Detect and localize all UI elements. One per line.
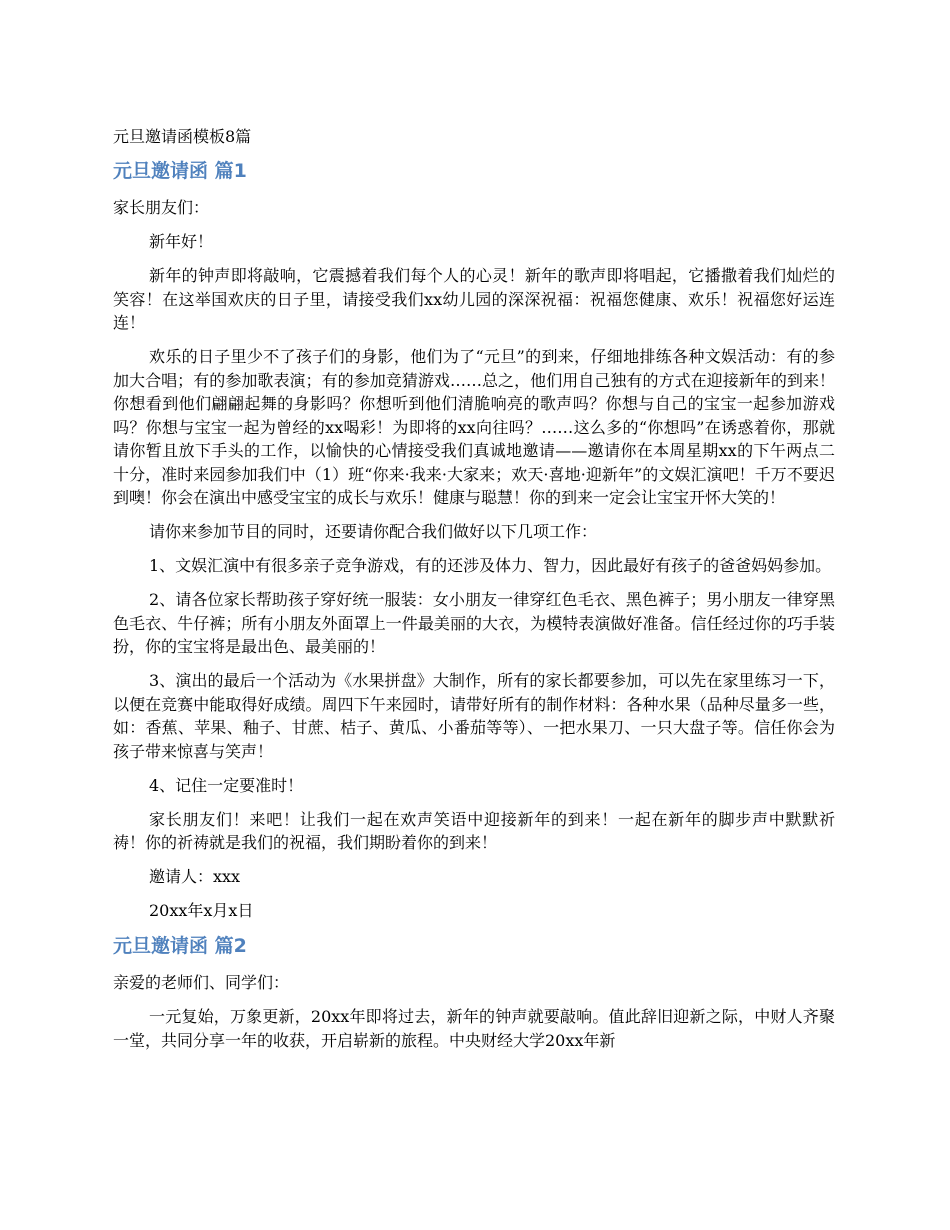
section-heading: 元旦邀请函 篇1 [113, 160, 247, 182]
paragraph: 欢乐的日子里少不了孩子们的身影，他们为了“元旦”的到来，仔细地排练各种文娱活动：有的参加大合唱；有的参加歌表演；有的参加竞猜游戏……总之，他们用自己独有的方式在迎接新年的到来！你想看到他们翩翩起舞的身影吗？你想听到他们清脆响亮的歌声吗？你想与自己的宝宝一起参加游戏吗？你想与宝宝一起为曾经的xx喝彩！为即将的xx向往吗？……这么多的“你想吗”在诱惑着你，那就请你暂且放下手头的工作，以愉快的心情接受我们真诚地邀请——邀请你在本周星期xx的下午两点二十分，准时来园参加我们中（1）班“你来·我来·大家来；欢天·喜地·迎新年”的文娱汇演吧！千万不要迟到噢！你会在演出中感受宝宝的成长与欢乐！健康与聪慧！你的到来一定会让宝宝开怀大笑的！ [113, 347, 835, 507]
paragraph: 请你来参加节目的同时，还要请你配合我们做好以下几项工作： [149, 522, 598, 541]
paragraph: 4、记住一定要准时！ [149, 775, 304, 795]
paragraph: 新年的钟声即将敲响，它震撼着我们每个人的心灵！新年的歌声即将唱起，它播撒着我们灿烂的笑容！在这举国欢庆的日子里，请接受我们xx幼儿园的深深祝福：祝福您健康、欢乐！祝福您好运连连！ [113, 266, 835, 332]
paragraph: 1、文娱汇演中有很多亲子竞争游戏，有的还涉及体力、智力，因此最好有孩子的爸爸妈妈参加。 [149, 556, 832, 575]
document-title: 元旦邀请函模板8篇 [113, 127, 252, 146]
section-2 [113, 933, 835, 1052]
paragraph: 一元复始，万象更新，20xx年即将过去，新年的钟声就要敲响。值此辞旧迎新之际，中财人齐聚一堂，共同分享一年的收获，开启崭新的旅程。中央财经大学20xx年新 [113, 1007, 835, 1050]
inviter-line: 邀请人：xxx [149, 867, 241, 886]
salutation: 亲爱的老师们、同学们： [113, 973, 290, 992]
section-1 [113, 158, 835, 923]
date-line: 20xx年x月x日 [149, 901, 254, 920]
paragraph: 3、演出的最后一个活动为《水果拼盘》大制作，所有的家长都要参加，可以先在家里练习一下，以便在竞赛中能取得好成绩。周四下午来园时，请带好所有的制作材料：各种水果（品种尽量多一些，如：香蕉、苹果、釉子、甘蔗、桔子、黄瓜、小番茄等等）、一把水果刀、一只大盘子等。信任你会为孩子带来惊喜与笑声！ [113, 671, 835, 761]
document-page [113, 124, 835, 1063]
paragraph: 新年好！ [149, 232, 214, 251]
section-heading: 元旦邀请函 篇2 [113, 935, 247, 957]
paragraph: 2、请各位家长帮助孩子穿好统一服装：女小朋友一律穿红色毛衣、黑色裤子；男小朋友一律穿黑色毛衣、牛仔裤；所有小朋友外面罩上一件最美丽的大衣，为模特表演做好准备。信任经过你的巧手装扮，你的宝宝将是最出色、最美丽的！ [113, 590, 835, 656]
salutation: 家长朋友们： [113, 198, 210, 217]
paragraph: 家长朋友们！来吧！让我们一起在欢声笑语中迎接新年的到来！一起在新年的脚步声中默默祈祷！你的祈祷就是我们的祝福，我们期盼着你的到来！ [113, 809, 835, 852]
